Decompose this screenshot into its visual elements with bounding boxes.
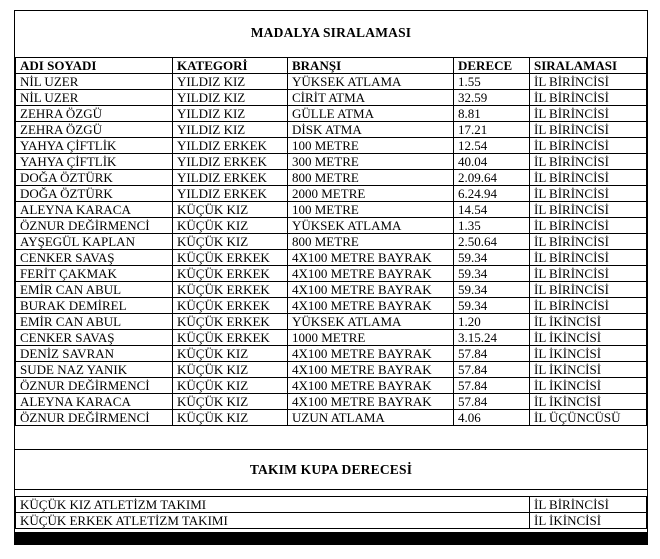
table-row: [16, 394, 647, 410]
cell-name: ÖZNUR DEĞİRMENCİ: [16, 410, 173, 426]
cell-name: BURAK DEMİREL: [16, 298, 173, 314]
cell-name: DOĞA ÖZTÜRK: [16, 186, 173, 202]
cell-degree: 57.84: [454, 378, 530, 394]
cell-name: DENİZ SAVRAN: [16, 346, 173, 362]
cell-name: AYŞEGÜL KAPLAN: [16, 234, 173, 250]
cell-category: YILDIZ KIZ: [173, 90, 288, 106]
cell-degree: 6.24.94: [454, 186, 530, 202]
cell-branch: YÜKSEK ATLAMA: [288, 218, 454, 234]
cell-degree: 59.34: [454, 250, 530, 266]
table-row: [16, 122, 647, 138]
cell-category: YILDIZ ERKEK: [173, 138, 288, 154]
cell-ranking: İL BİRİNCİSİ: [530, 138, 647, 154]
table-row: [16, 202, 647, 218]
cell-branch: YÜKSEK ATLAMA: [288, 314, 454, 330]
cell-ranking: İL BİRİNCİSİ: [530, 202, 647, 218]
cell-name: ZEHRA ÖZGÜ: [16, 122, 173, 138]
cell-branch: 4X100 METRE BAYRAK: [288, 282, 454, 298]
cell-name: YAHYA ÇİFTLİK: [16, 154, 173, 170]
cell-category: KÜÇÜK ERKEK: [173, 330, 288, 346]
cell-category: YILDIZ ERKEK: [173, 154, 288, 170]
cell-category: KÜÇÜK KIZ: [173, 202, 288, 218]
cell-degree: 57.84: [454, 362, 530, 378]
cell-degree: 57.84: [454, 394, 530, 410]
cell-category: KÜÇÜK ERKEK: [173, 282, 288, 298]
cell-branch: 4X100 METRE BAYRAK: [288, 346, 454, 362]
medal-table: [15, 57, 647, 426]
cell-degree: 3.15.24: [454, 330, 530, 346]
cell-name: NİL UZER: [16, 74, 173, 90]
cell-name: YAHYA ÇİFTLİK: [16, 138, 173, 154]
cell-degree: 8.81: [454, 106, 530, 122]
table-row: [16, 138, 647, 154]
cell-degree: 2.09.64: [454, 170, 530, 186]
cell-ranking: İL BİRİNCİSİ: [530, 122, 647, 138]
cell-ranking: İL ÜÇÜNCÜSÜ: [530, 410, 647, 426]
table-row: [16, 282, 647, 298]
table-row: [16, 90, 647, 106]
table-row: [16, 378, 647, 394]
cell-name: EMİR CAN ABUL: [16, 314, 173, 330]
header-category: KATEGORİ: [173, 58, 288, 74]
cell-ranking: İL İKİNCİSİ: [530, 378, 647, 394]
cell-ranking: İL İKİNCİSİ: [530, 513, 647, 529]
cell-category: YILDIZ KIZ: [173, 122, 288, 138]
cell-degree: 59.34: [454, 282, 530, 298]
cell-ranking: İL BİRİNCİSİ: [530, 170, 647, 186]
cell-branch: 100 METRE: [288, 138, 454, 154]
table-row: [16, 106, 647, 122]
cell-ranking: İL İKİNCİSİ: [530, 346, 647, 362]
cell-category: KÜÇÜK KIZ: [173, 234, 288, 250]
cell-name: CENKER SAVAŞ: [16, 250, 173, 266]
table-row: [16, 410, 647, 426]
cell-degree: 1.35: [454, 218, 530, 234]
cell-branch: 2000 METRE: [288, 186, 454, 202]
cell-branch: 4X100 METRE BAYRAK: [288, 362, 454, 378]
section-divider: [14, 449, 648, 450]
cell-category: KÜÇÜK ERKEK: [173, 298, 288, 314]
cell-degree: 1.20: [454, 314, 530, 330]
cell-ranking: İL BİRİNCİSİ: [530, 74, 647, 90]
cell-branch: 1000 METRE: [288, 330, 454, 346]
cell-ranking: İL BİRİNCİSİ: [530, 282, 647, 298]
header-branch: BRANŞI: [288, 58, 454, 74]
cell-branch: 300 METRE: [288, 154, 454, 170]
cell-degree: 14.54: [454, 202, 530, 218]
team-row: [16, 513, 647, 529]
cell-name: FERİT ÇAKMAK: [16, 266, 173, 282]
cell-degree: 2.50.64: [454, 234, 530, 250]
cell-category: KÜÇÜK KIZ: [173, 346, 288, 362]
cell-category: KÜÇÜK ERKEK: [173, 250, 288, 266]
cell-degree: 32.59: [454, 90, 530, 106]
cell-branch: DİSK ATMA: [288, 122, 454, 138]
cell-ranking: İL BİRİNCİSİ: [530, 234, 647, 250]
table-header-row: [16, 58, 647, 74]
cell-branch: 4X100 METRE BAYRAK: [288, 394, 454, 410]
cell-category: KÜÇÜK ERKEK: [173, 314, 288, 330]
cell-name: ÖZNUR DEĞİRMENCİ: [16, 378, 173, 394]
table-row: [16, 74, 647, 90]
table-row: [16, 346, 647, 362]
cell-ranking: İL BİRİNCİSİ: [530, 154, 647, 170]
cell-name: CENKER SAVAŞ: [16, 330, 173, 346]
cell-degree: 57.84: [454, 346, 530, 362]
cell-degree: 40.04: [454, 154, 530, 170]
cell-branch: 4X100 METRE BAYRAK: [288, 250, 454, 266]
table-row: [16, 170, 647, 186]
cell-ranking: İL İKİNCİSİ: [530, 314, 647, 330]
cell-category: KÜÇÜK KIZ: [173, 378, 288, 394]
table-row: [16, 250, 647, 266]
cell-degree: 4.06: [454, 410, 530, 426]
cell-category: KÜÇÜK ERKEK: [173, 266, 288, 282]
team-table: [15, 496, 647, 529]
cell-ranking: İL BİRİNCİSİ: [530, 106, 647, 122]
header-name: ADI SOYADI: [16, 58, 173, 74]
cell-ranking: İL BİRİNCİSİ: [530, 90, 647, 106]
header-ranking: SIRALAMASI: [530, 58, 647, 74]
cell-branch: 800 METRE: [288, 170, 454, 186]
cell-category: YILDIZ ERKEK: [173, 170, 288, 186]
cell-name: SUDE NAZ YANIK: [16, 362, 173, 378]
cell-branch: UZUN ATLAMA: [288, 410, 454, 426]
cell-branch: 4X100 METRE BAYRAK: [288, 298, 454, 314]
cell-branch: 4X100 METRE BAYRAK: [288, 266, 454, 282]
cell-ranking: İL İKİNCİSİ: [530, 394, 647, 410]
cell-degree: 59.34: [454, 298, 530, 314]
table-row: [16, 266, 647, 282]
cell-ranking: İL İKİNCİSİ: [530, 330, 647, 346]
cell-name: DOĞA ÖZTÜRK: [16, 170, 173, 186]
cell-ranking: İL BİRİNCİSİ: [530, 186, 647, 202]
cell-name: NİL UZER: [16, 90, 173, 106]
cell-name: ALEYNA KARACA: [16, 202, 173, 218]
cell-name: ZEHRA ÖZGÜ: [16, 106, 173, 122]
table-row: [16, 154, 647, 170]
cell-ranking: İL İKİNCİSİ: [530, 362, 647, 378]
section-divider: [14, 489, 648, 490]
header-degree: DERECE: [454, 58, 530, 74]
cell-branch: 4X100 METRE BAYRAK: [288, 378, 454, 394]
cell-ranking: İL BİRİNCİSİ: [530, 250, 647, 266]
team-title: TAKIM KUPA DERECESİ: [249, 462, 413, 477]
cell-category: KÜÇÜK KIZ: [173, 394, 288, 410]
cell-category: KÜÇÜK KIZ: [173, 218, 288, 234]
cell-branch: 100 METRE: [288, 202, 454, 218]
bottom-bar: [14, 532, 648, 545]
cell-category: KÜÇÜK KIZ: [173, 410, 288, 426]
page-title: MADALYA SIRALAMASI: [250, 25, 412, 40]
cell-category: YILDIZ KIZ: [173, 74, 288, 90]
cell-branch: GÜLLE ATMA: [288, 106, 454, 122]
cell-degree: 12.54: [454, 138, 530, 154]
table-row: [16, 218, 647, 234]
table-row: [16, 186, 647, 202]
cell-ranking: İL BİRİNCİSİ: [530, 218, 647, 234]
cell-branch: YÜKSEK ATLAMA: [288, 74, 454, 90]
cell-name: ALEYNA KARACA: [16, 394, 173, 410]
cell-category: KÜÇÜK KIZ: [173, 362, 288, 378]
cell-category: YILDIZ KIZ: [173, 106, 288, 122]
cell-degree: 59.34: [454, 266, 530, 282]
cell-ranking: İL BİRİNCİSİ: [530, 266, 647, 282]
cell-category: YILDIZ ERKEK: [173, 186, 288, 202]
table-row: [16, 330, 647, 346]
cell-degree: 1.55: [454, 74, 530, 90]
cell-branch: 800 METRE: [288, 234, 454, 250]
table-row: [16, 234, 647, 250]
table-row: [16, 314, 647, 330]
team-row: [16, 497, 647, 513]
cell-ranking: İL BİRİNCİSİ: [530, 298, 647, 314]
cell-degree: 17.21: [454, 122, 530, 138]
cell-branch: CİRİT ATMA: [288, 90, 454, 106]
table-row: [16, 298, 647, 314]
cell-team: KÜÇÜK ERKEK ATLETİZM TAKIMI: [16, 513, 530, 529]
table-row: [16, 362, 647, 378]
cell-name: EMİR CAN ABUL: [16, 282, 173, 298]
cell-name: ÖZNUR DEĞİRMENCİ: [16, 218, 173, 234]
cell-ranking: İL BİRİNCİSİ: [530, 497, 647, 513]
cell-team: KÜÇÜK KIZ ATLETİZM TAKIMI: [16, 497, 530, 513]
